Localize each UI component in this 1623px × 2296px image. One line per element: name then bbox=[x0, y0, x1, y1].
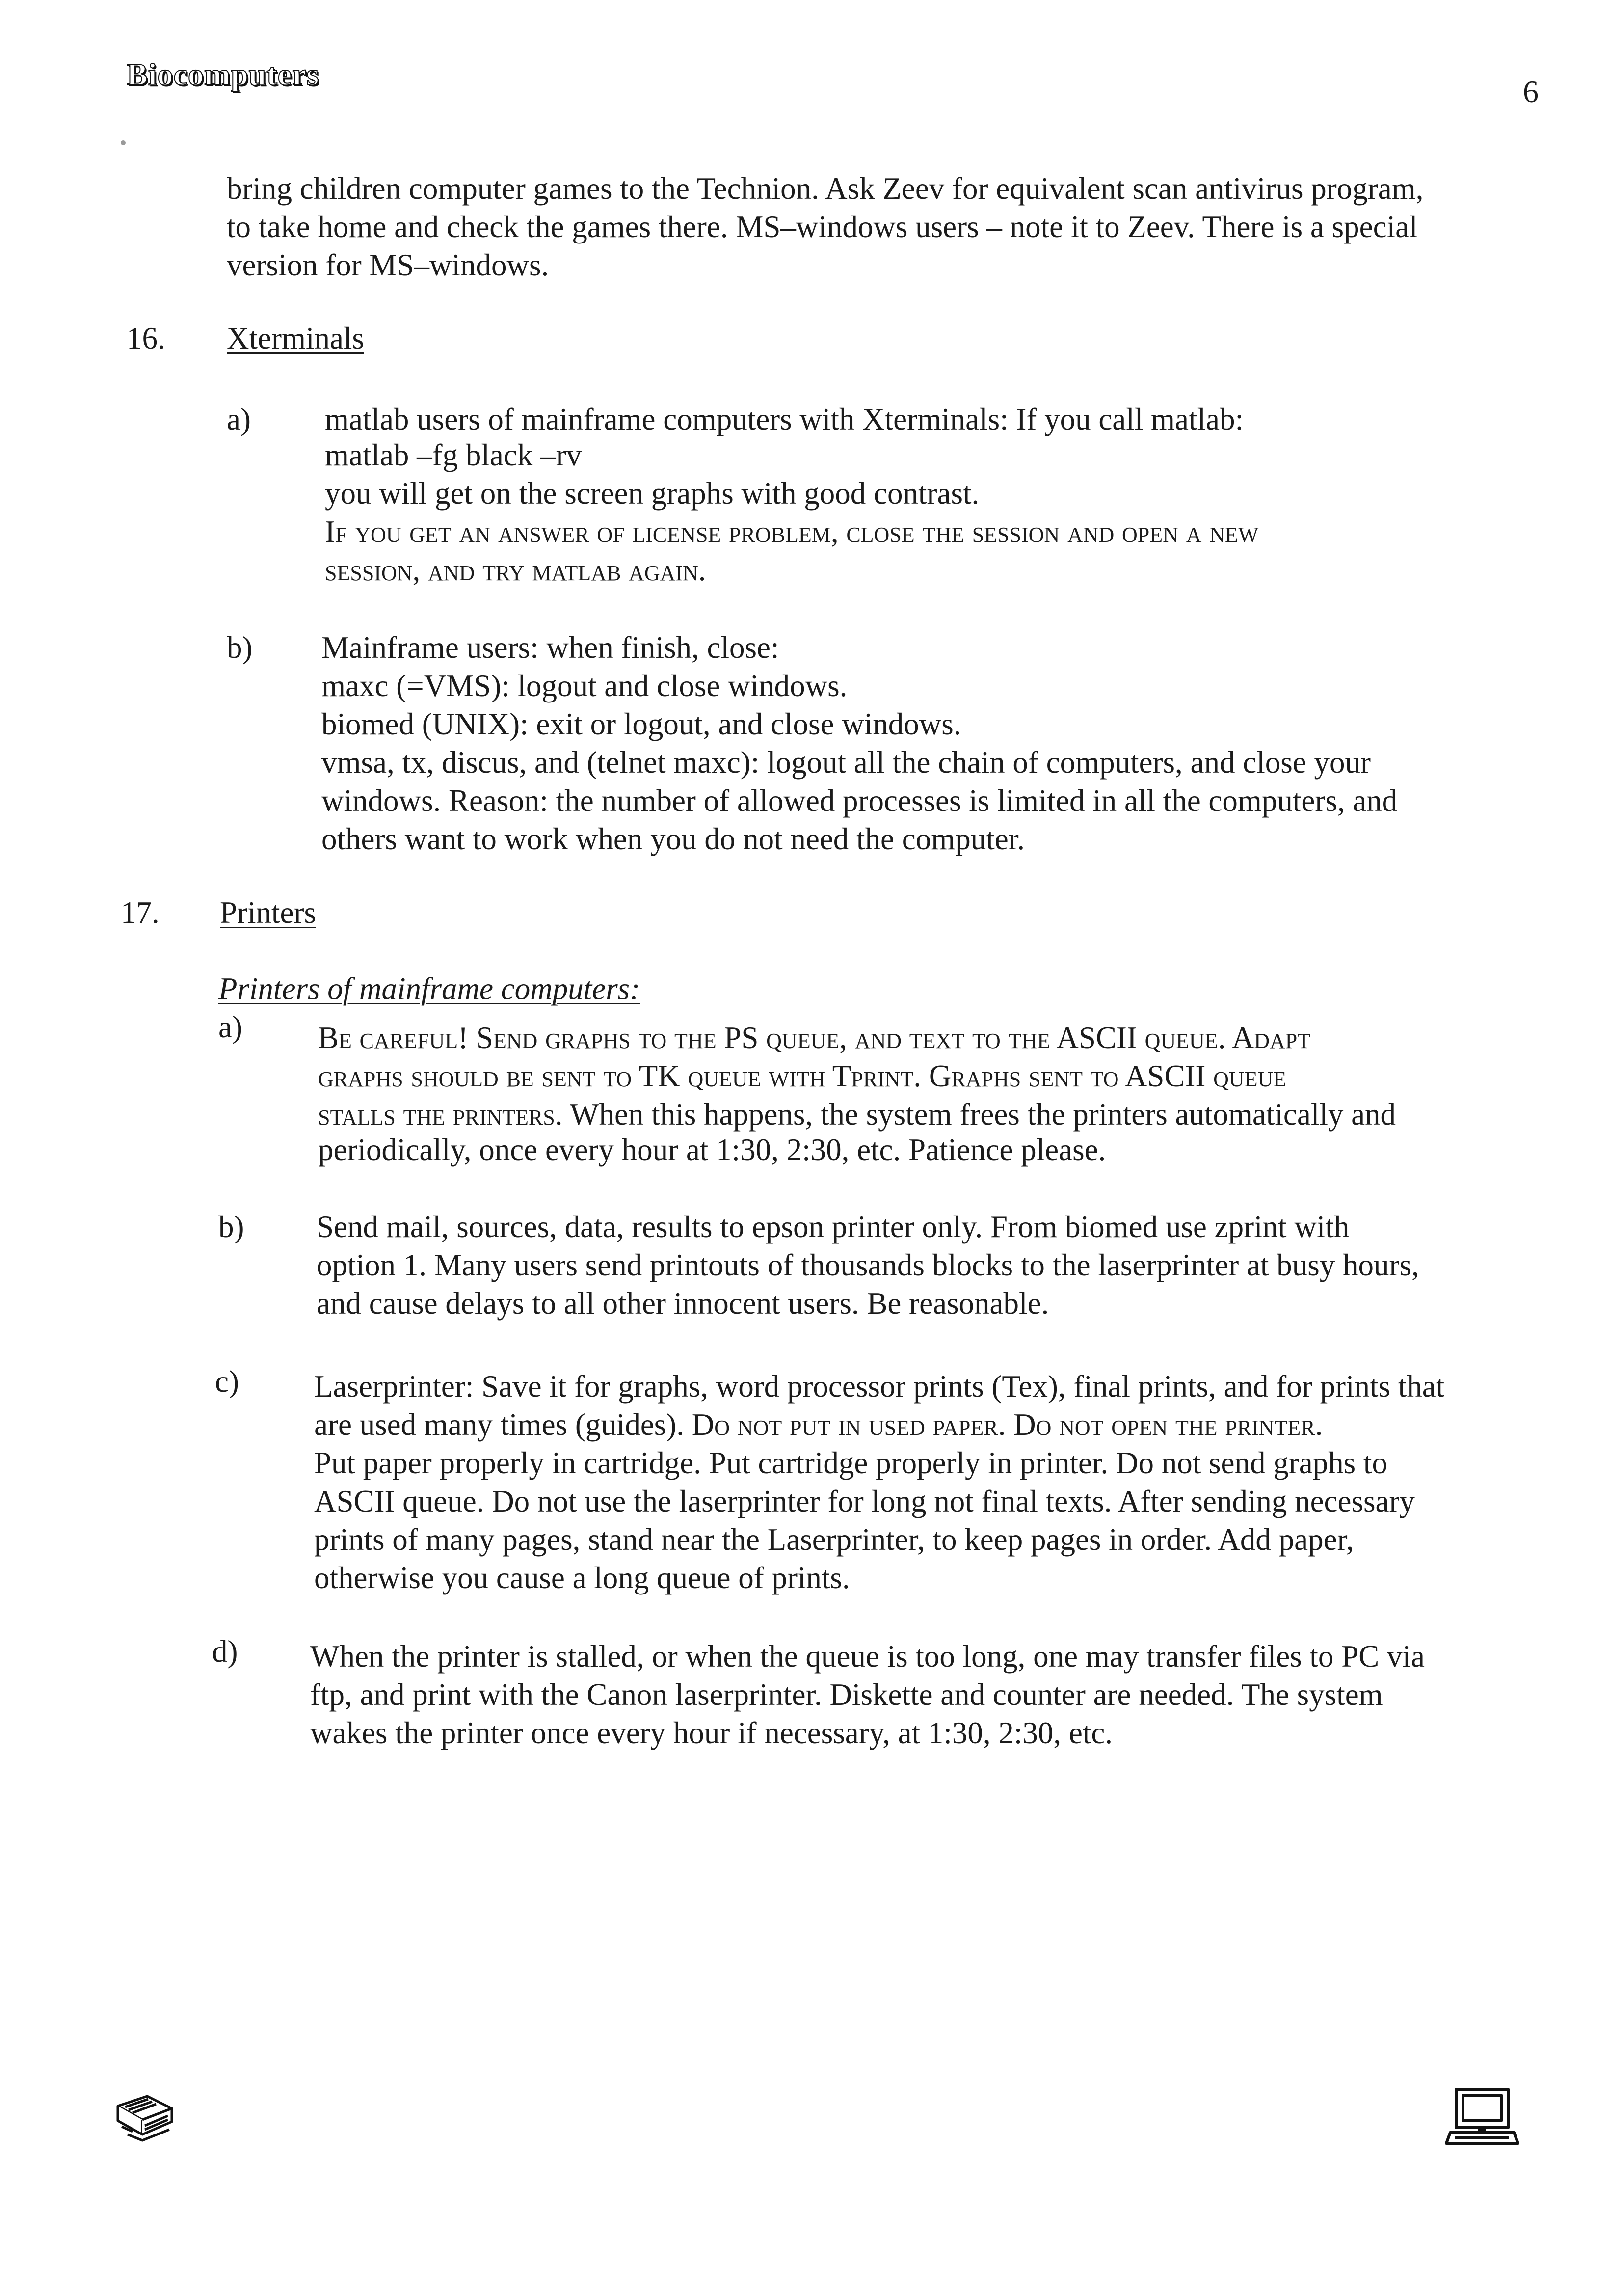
item-17a-caps-line-2: graphs should be sent to TK queue with Tprint. Graphs sent to ASCII queue bbox=[318, 1059, 1287, 1093]
printer-icon bbox=[113, 2091, 177, 2145]
intro-line-3: version for MS–windows. bbox=[227, 248, 549, 282]
item-16b-line-2: maxc (=VMS): logout and close windows. bbox=[321, 669, 848, 703]
computer-icon bbox=[1445, 2085, 1519, 2149]
section-title-printers: Printers bbox=[220, 895, 316, 930]
item-16b-line-3: biomed (UNIX): exit or logout, and close windows. bbox=[321, 707, 961, 741]
item-marker-16b: b) bbox=[227, 630, 253, 665]
item-17c-line-1: Laserprinter: Save it for graphs, word processor prints (Tex), final prints, and for prints that bbox=[314, 1369, 1445, 1404]
item-16a-line-1: matlab users of mainframe computers with Xterminals: If you call matlab: bbox=[325, 402, 1244, 436]
item-17d-line-1: When the printer is stalled, or when the queue is too long, one may transfer files to PC via bbox=[310, 1639, 1425, 1674]
item-marker-17b: b) bbox=[218, 1210, 244, 1244]
section-title-xterminals: Xterminals bbox=[227, 321, 364, 355]
item-17b-line-2: option 1. Many users send printouts of thousands blocks to the laserprinter at busy hours, bbox=[317, 1248, 1419, 1282]
item-16b-line-6: others want to work when you do not need the computer. bbox=[321, 822, 1025, 856]
item-17c-line-2 bbox=[314, 1405, 1323, 1444]
item-17a-mixed-line bbox=[318, 1095, 1396, 1134]
item-17d-line-3: wakes the printer once every hour if necessary, at 1:30, 2:30, etc. bbox=[310, 1716, 1113, 1750]
item-marker-16a: a) bbox=[227, 402, 251, 436]
item-17d-line-2: ftp, and print with the Canon laserprinter. Diskette and counter are needed. The system bbox=[310, 1677, 1383, 1712]
item-17c-line-6: otherwise you cause a long queue of prints. bbox=[314, 1561, 850, 1595]
item-17a-stalls-caps: stalls the printers. bbox=[318, 1097, 563, 1132]
item-17c-line-2-plain: are used many times (guides). bbox=[314, 1407, 692, 1442]
item-17a-caps-line-1: Be careful! Send graphs to the PS queue, and text to the ASCII queue. Adapt bbox=[318, 1021, 1311, 1055]
item-16a-caps-line-1: If you get an answer of license problem, close the session and open a new bbox=[325, 514, 1259, 549]
item-17a-stalls-rest: When this happens, the system frees the printers automatically and bbox=[562, 1097, 1396, 1132]
item-16a-line-2: matlab –fg black –rv bbox=[325, 438, 582, 472]
item-16b-line-1: Mainframe users: when finish, close: bbox=[321, 630, 779, 665]
item-17b-line-3: and cause delays to all other innocent users. Be reasonable. bbox=[317, 1286, 1049, 1321]
section-number-16: 16. bbox=[127, 321, 165, 355]
item-17c-line-5: prints of many pages, stand near the Laserprinter, to keep pages in order. Add paper, bbox=[314, 1522, 1354, 1557]
page-number: 6 bbox=[1523, 74, 1539, 109]
item-17b-line-1: Send mail, sources, data, results to epson printer only. From biomed use zprint with bbox=[317, 1210, 1350, 1244]
intro-line-2: to take home and check the games there. MS–windows users – note it to Zeev. There is a special bbox=[227, 210, 1418, 244]
biocomputers-logo: Biocomputers bbox=[127, 57, 319, 92]
item-16a-line-3: you will get on the screen graphs with good contrast. bbox=[325, 476, 980, 511]
item-16b-line-5: windows. Reason: the number of allowed processes is limited in all the computers, and bbox=[321, 783, 1398, 818]
item-17c-line-3: Put paper properly in cartridge. Put cartridge properly in printer. Do not send graphs to bbox=[314, 1446, 1387, 1480]
item-marker-17a: a) bbox=[218, 1010, 242, 1044]
item-marker-17d: d) bbox=[212, 1634, 238, 1669]
scan-speck bbox=[121, 140, 126, 145]
item-16a-caps-line-2: session, and try matlab again. bbox=[325, 553, 706, 587]
item-marker-17c: c) bbox=[215, 1364, 239, 1399]
item-16b-line-4: vmsa, tx, discus, and (telnet maxc): logout all the chain of computers, and close your bbox=[321, 745, 1371, 780]
subheading-mainframe-printers: Printers of mainframe computers: bbox=[218, 972, 640, 1006]
item-17c-line-4: ASCII queue. Do not use the laserprinter for long not final texts. After sending necessary bbox=[314, 1484, 1415, 1518]
item-17a-line-4: periodically, once every hour at 1:30, 2:30, etc. Patience please. bbox=[318, 1133, 1106, 1167]
item-17c-caps-used-paper: Do not put in used paper. bbox=[692, 1407, 1006, 1442]
section-number-17: 17. bbox=[121, 895, 160, 930]
intro-line-1: bring children computer games to the Technion. Ask Zeev for equivalent scan antivirus program, bbox=[227, 171, 1424, 206]
item-17c-caps-open-printer: Do not open the printer. bbox=[1013, 1407, 1323, 1442]
item-17c-line-2-sep bbox=[1006, 1407, 1013, 1442]
